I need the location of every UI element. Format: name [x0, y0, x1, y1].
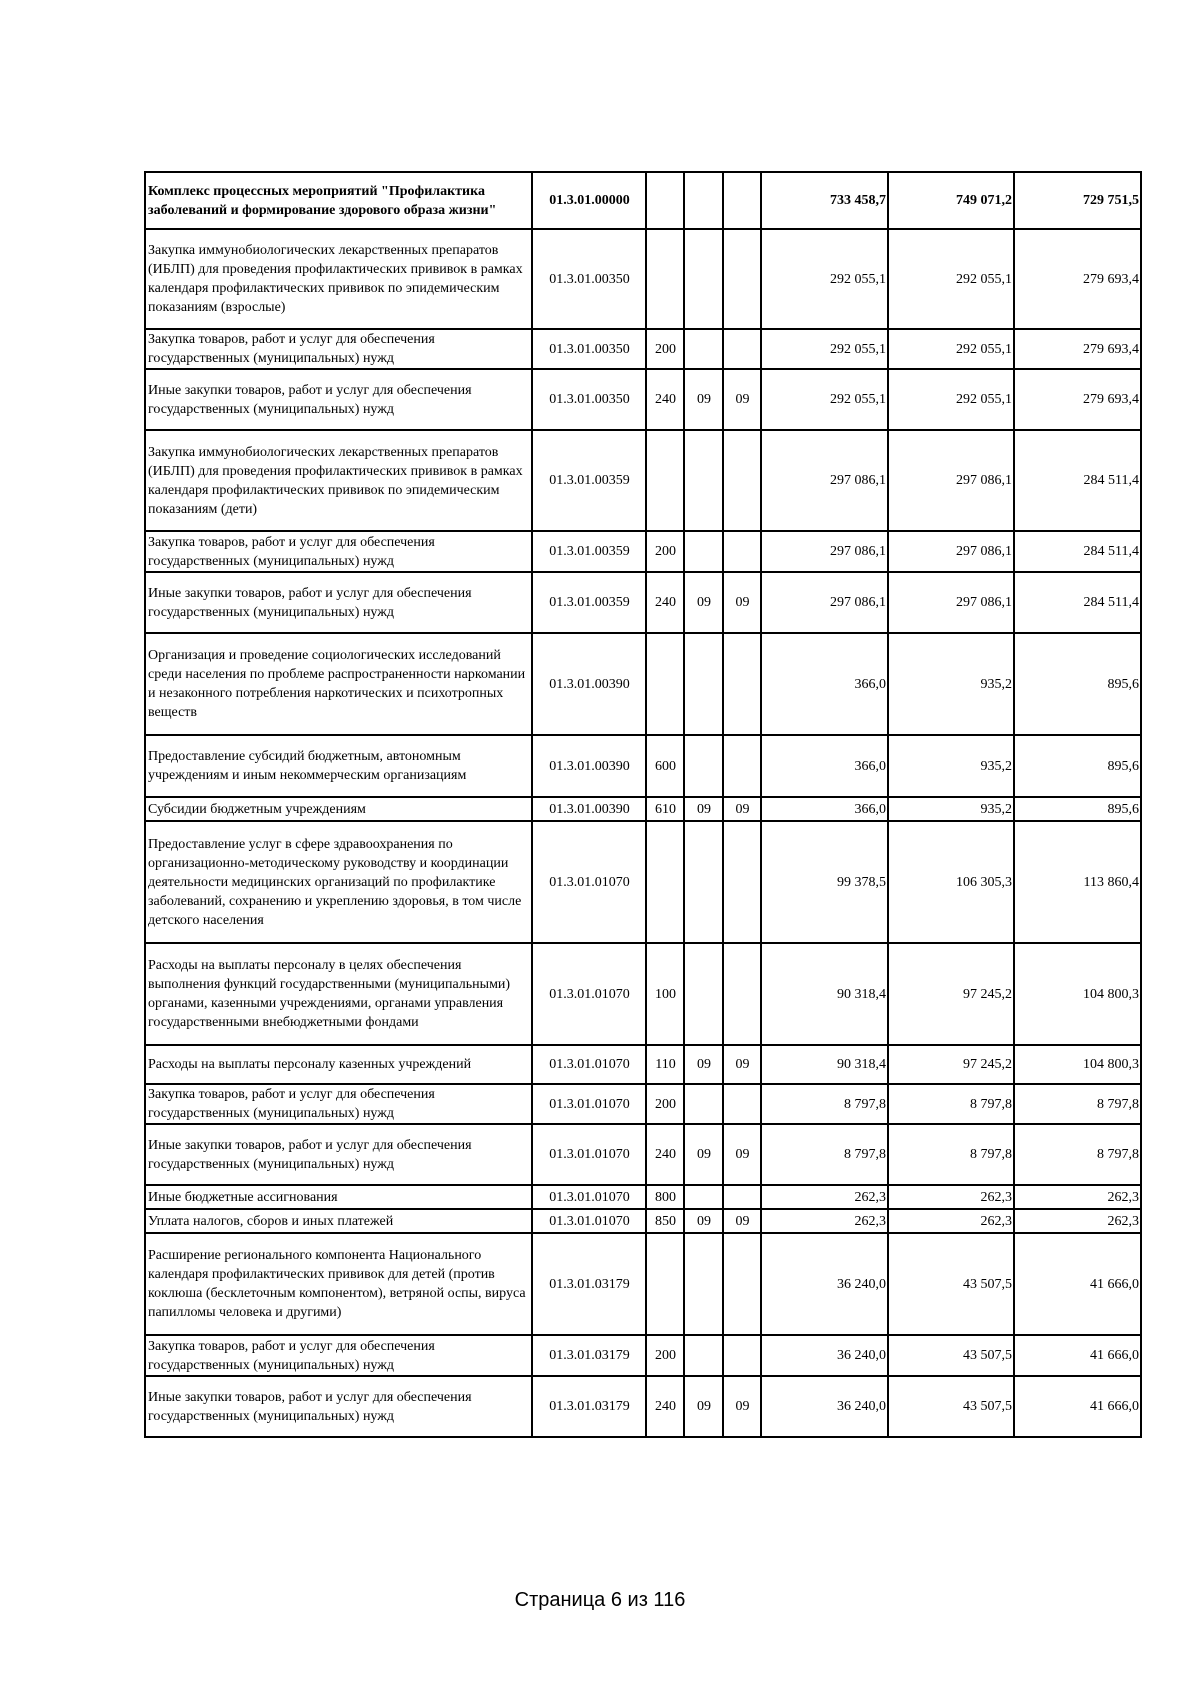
subsection-code — [723, 735, 761, 797]
amount-year-3: 41 666,0 — [1014, 1335, 1141, 1376]
amount-year-2: 43 507,5 — [888, 1335, 1014, 1376]
expense-type-code — [646, 1233, 684, 1335]
amount-year-1: 262,3 — [761, 1185, 888, 1209]
target-article-code: 01.3.01.01070 — [532, 1124, 646, 1185]
table-row — [145, 572, 1141, 633]
target-article-code: 01.3.01.00350 — [532, 229, 646, 329]
subsection-code: 09 — [723, 369, 761, 430]
item-name: Уплата налогов, сборов и иных платежей — [145, 1209, 532, 1233]
subsection-code: 09 — [723, 1124, 761, 1185]
subsection-code — [723, 1084, 761, 1124]
table-row — [145, 821, 1141, 943]
subsection-code — [723, 531, 761, 572]
amount-year-2: 297 086,1 — [888, 430, 1014, 531]
amount-year-1: 366,0 — [761, 735, 888, 797]
expense-type-code: 610 — [646, 797, 684, 821]
amount-year-3: 284 511,4 — [1014, 430, 1141, 531]
section-code: 09 — [684, 1124, 723, 1185]
subsection-code — [723, 430, 761, 531]
target-article-code: 01.3.01.00359 — [532, 430, 646, 531]
amount-year-3: 284 511,4 — [1014, 531, 1141, 572]
target-article-code: 01.3.01.01070 — [532, 1209, 646, 1233]
amount-year-2: 292 055,1 — [888, 229, 1014, 329]
table-row — [145, 1045, 1141, 1084]
amount-year-1: 292 055,1 — [761, 329, 888, 369]
subsection-code: 09 — [723, 1045, 761, 1084]
section-code — [684, 943, 723, 1045]
table-row — [145, 943, 1141, 1045]
section-code — [684, 531, 723, 572]
section-code — [684, 1084, 723, 1124]
amount-year-3: 104 800,3 — [1014, 943, 1141, 1045]
subsection-code: 09 — [723, 797, 761, 821]
expense-type-code — [646, 821, 684, 943]
section-code — [684, 735, 723, 797]
item-name: Расширение регионального компонента Национального календаря профилактических прививок для детей (против коклюша (бесклеточным компонентом), ветряной оспы, вируса папилломы человека и другими) — [145, 1233, 532, 1335]
amount-year-2: 43 507,5 — [888, 1376, 1014, 1437]
section-code — [684, 430, 723, 531]
amount-year-1: 366,0 — [761, 633, 888, 735]
item-name: Закупка товаров, работ и услуг для обеспечения государственных (муниципальных) нужд — [145, 1335, 532, 1376]
amount-year-3: 279 693,4 — [1014, 369, 1141, 430]
amount-year-2: 935,2 — [888, 735, 1014, 797]
amount-year-3: 895,6 — [1014, 735, 1141, 797]
subsection-code — [723, 821, 761, 943]
item-name: Расходы на выплаты персоналу в целях обеспечения выполнения функций государственными (муниципальными) органами, казенными учреждениями, органами управления государственными внебюджетными фондами — [145, 943, 532, 1045]
section-code: 09 — [684, 797, 723, 821]
item-name: Закупка товаров, работ и услуг для обеспечения государственных (муниципальных) нужд — [145, 329, 532, 369]
item-name: Закупка иммунобиологических лекарственных препаратов (ИБЛП) для проведения профилактических прививок в рамках календаря профилактических прививок по эпидемическим показаниям (дети) — [145, 430, 532, 531]
item-name: Иные закупки товаров, работ и услуг для обеспечения государственных (муниципальных) нужд — [145, 1124, 532, 1185]
table-row — [145, 172, 1141, 229]
table-row — [145, 531, 1141, 572]
subsection-code — [723, 172, 761, 229]
section-code — [684, 329, 723, 369]
table-row — [145, 1233, 1141, 1335]
table-row — [145, 735, 1141, 797]
target-article-code: 01.3.01.00390 — [532, 633, 646, 735]
expense-type-code: 600 — [646, 735, 684, 797]
section-code — [684, 1233, 723, 1335]
amount-year-3: 262,3 — [1014, 1185, 1141, 1209]
subsection-code: 09 — [723, 1209, 761, 1233]
item-name: Закупка товаров, работ и услуг для обеспечения государственных (муниципальных) нужд — [145, 1084, 532, 1124]
expense-type-code: 110 — [646, 1045, 684, 1084]
amount-year-1: 90 318,4 — [761, 1045, 888, 1084]
item-name: Субсидии бюджетным учреждениям — [145, 797, 532, 821]
amount-year-2: 97 245,2 — [888, 943, 1014, 1045]
item-name: Иные закупки товаров, работ и услуг для обеспечения государственных (муниципальных) нужд — [145, 1376, 532, 1437]
amount-year-2: 297 086,1 — [888, 531, 1014, 572]
table-row — [145, 1185, 1141, 1209]
table-row — [145, 229, 1141, 329]
amount-year-1: 99 378,5 — [761, 821, 888, 943]
amount-year-2: 292 055,1 — [888, 369, 1014, 430]
target-article-code: 01.3.01.01070 — [532, 943, 646, 1045]
amount-year-2: 262,3 — [888, 1209, 1014, 1233]
target-article-code: 01.3.01.01070 — [532, 1045, 646, 1084]
subsection-code — [723, 329, 761, 369]
table-row — [145, 329, 1141, 369]
section-code: 09 — [684, 572, 723, 633]
target-article-code: 01.3.01.00359 — [532, 572, 646, 633]
amount-year-3: 41 666,0 — [1014, 1233, 1141, 1335]
amount-year-1: 292 055,1 — [761, 369, 888, 430]
table-row — [145, 430, 1141, 531]
amount-year-1: 8 797,8 — [761, 1084, 888, 1124]
amount-year-2: 935,2 — [888, 797, 1014, 821]
amount-year-1: 733 458,7 — [761, 172, 888, 229]
expense-type-code: 200 — [646, 1335, 684, 1376]
section-code — [684, 633, 723, 735]
table-row — [145, 1084, 1141, 1124]
expense-type-code — [646, 229, 684, 329]
item-name: Иные закупки товаров, работ и услуг для обеспечения государственных (муниципальных) нужд — [145, 572, 532, 633]
expense-type-code: 240 — [646, 1376, 684, 1437]
expense-type-code: 240 — [646, 369, 684, 430]
target-article-code: 01.3.01.01070 — [532, 1185, 646, 1209]
amount-year-3: 279 693,4 — [1014, 229, 1141, 329]
table-row — [145, 1335, 1141, 1376]
amount-year-2: 8 797,8 — [888, 1124, 1014, 1185]
section-code: 09 — [684, 1045, 723, 1084]
expense-type-code: 100 — [646, 943, 684, 1045]
amount-year-1: 36 240,0 — [761, 1376, 888, 1437]
subsection-code — [723, 229, 761, 329]
section-code: 09 — [684, 1209, 723, 1233]
subsection-code — [723, 633, 761, 735]
expense-type-code: 200 — [646, 531, 684, 572]
amount-year-1: 36 240,0 — [761, 1233, 888, 1335]
amount-year-3: 729 751,5 — [1014, 172, 1141, 229]
amount-year-3: 8 797,8 — [1014, 1084, 1141, 1124]
target-article-code: 01.3.01.00390 — [532, 797, 646, 821]
target-article-code: 01.3.01.01070 — [532, 821, 646, 943]
amount-year-2: 297 086,1 — [888, 572, 1014, 633]
amount-year-3: 113 860,4 — [1014, 821, 1141, 943]
target-article-code: 01.3.01.03179 — [532, 1233, 646, 1335]
subsection-code — [723, 1233, 761, 1335]
table-row — [145, 797, 1141, 821]
amount-year-1: 292 055,1 — [761, 229, 888, 329]
amount-year-2: 106 305,3 — [888, 821, 1014, 943]
expense-type-code: 850 — [646, 1209, 684, 1233]
amount-year-1: 8 797,8 — [761, 1124, 888, 1185]
subsection-code — [723, 943, 761, 1045]
amount-year-2: 935,2 — [888, 633, 1014, 735]
table-row — [145, 1124, 1141, 1185]
amount-year-2: 292 055,1 — [888, 329, 1014, 369]
section-code — [684, 1335, 723, 1376]
expense-type-code — [646, 430, 684, 531]
amount-year-3: 104 800,3 — [1014, 1045, 1141, 1084]
amount-year-3: 895,6 — [1014, 797, 1141, 821]
target-article-code: 01.3.01.01070 — [532, 1084, 646, 1124]
amount-year-1: 297 086,1 — [761, 430, 888, 531]
amount-year-1: 297 086,1 — [761, 531, 888, 572]
amount-year-1: 297 086,1 — [761, 572, 888, 633]
item-name: Предоставление субсидий бюджетным, автономным учреждениям и иным некоммерческим организациям — [145, 735, 532, 797]
target-article-code: 01.3.01.00359 — [532, 531, 646, 572]
amount-year-2: 97 245,2 — [888, 1045, 1014, 1084]
subsection-code — [723, 1335, 761, 1376]
amount-year-3: 895,6 — [1014, 633, 1141, 735]
expense-type-code: 200 — [646, 1084, 684, 1124]
amount-year-1: 366,0 — [761, 797, 888, 821]
item-name: Закупка иммунобиологических лекарственных препаратов (ИБЛП) для проведения профилактических прививок в рамках календаря профилактических прививок по эпидемическим показаниям (взрослые) — [145, 229, 532, 329]
target-article-code: 01.3.01.03179 — [532, 1335, 646, 1376]
item-name: Иные закупки товаров, работ и услуг для обеспечения государственных (муниципальных) нужд — [145, 369, 532, 430]
amount-year-1: 90 318,4 — [761, 943, 888, 1045]
table-row — [145, 369, 1141, 430]
amount-year-3: 8 797,8 — [1014, 1124, 1141, 1185]
page-number: Страница 6 из 116 — [514, 1589, 686, 1611]
subsection-code: 09 — [723, 572, 761, 633]
amount-year-2: 8 797,8 — [888, 1084, 1014, 1124]
item-name: Комплекс процессных мероприятий "Профилактика заболеваний и формирование здорового образа жизни" — [145, 172, 532, 229]
subsection-code — [723, 1185, 761, 1209]
section-code — [684, 821, 723, 943]
section-code — [684, 1185, 723, 1209]
section-code — [684, 229, 723, 329]
subsection-code: 09 — [723, 1376, 761, 1437]
amount-year-1: 262,3 — [761, 1209, 888, 1233]
expense-type-code — [646, 633, 684, 735]
target-article-code: 01.3.01.00000 — [532, 172, 646, 229]
target-article-code: 01.3.01.00390 — [532, 735, 646, 797]
amount-year-1: 36 240,0 — [761, 1335, 888, 1376]
section-code: 09 — [684, 1376, 723, 1437]
target-article-code: 01.3.01.00350 — [532, 329, 646, 369]
expense-type-code — [646, 172, 684, 229]
budget-table — [144, 171, 1142, 1438]
table-body — [145, 172, 1141, 1437]
amount-year-3: 41 666,0 — [1014, 1376, 1141, 1437]
item-name: Закупка товаров, работ и услуг для обеспечения государственных (муниципальных) нужд — [145, 531, 532, 572]
amount-year-3: 262,3 — [1014, 1209, 1141, 1233]
amount-year-2: 43 507,5 — [888, 1233, 1014, 1335]
amount-year-3: 284 511,4 — [1014, 572, 1141, 633]
item-name: Предоставление услуг в сфере здравоохранения по организационно-методическому руководству и координации деятельности медицинских организаций по профилактике заболеваний, сохранению и укреплению здоровья, в том числе детского населения — [145, 821, 532, 943]
expense-type-code: 200 — [646, 329, 684, 369]
section-code: 09 — [684, 369, 723, 430]
expense-type-code: 240 — [646, 572, 684, 633]
table-row — [145, 1376, 1141, 1437]
table-row — [145, 1209, 1141, 1233]
expense-type-code: 240 — [646, 1124, 684, 1185]
target-article-code: 01.3.01.00350 — [532, 369, 646, 430]
section-code — [684, 172, 723, 229]
amount-year-2: 262,3 — [888, 1185, 1014, 1209]
amount-year-2: 749 071,2 — [888, 172, 1014, 229]
item-name: Иные бюджетные ассигнования — [145, 1185, 532, 1209]
item-name: Расходы на выплаты персоналу казенных учреждений — [145, 1045, 532, 1084]
amount-year-3: 279 693,4 — [1014, 329, 1141, 369]
target-article-code: 01.3.01.03179 — [532, 1376, 646, 1437]
table-row — [145, 633, 1141, 735]
expense-type-code: 800 — [646, 1185, 684, 1209]
item-name: Организация и проведение социологических исследований среди населения по проблеме распространенности наркомании и незаконного потребления наркотических и психотропных веществ — [145, 633, 532, 735]
